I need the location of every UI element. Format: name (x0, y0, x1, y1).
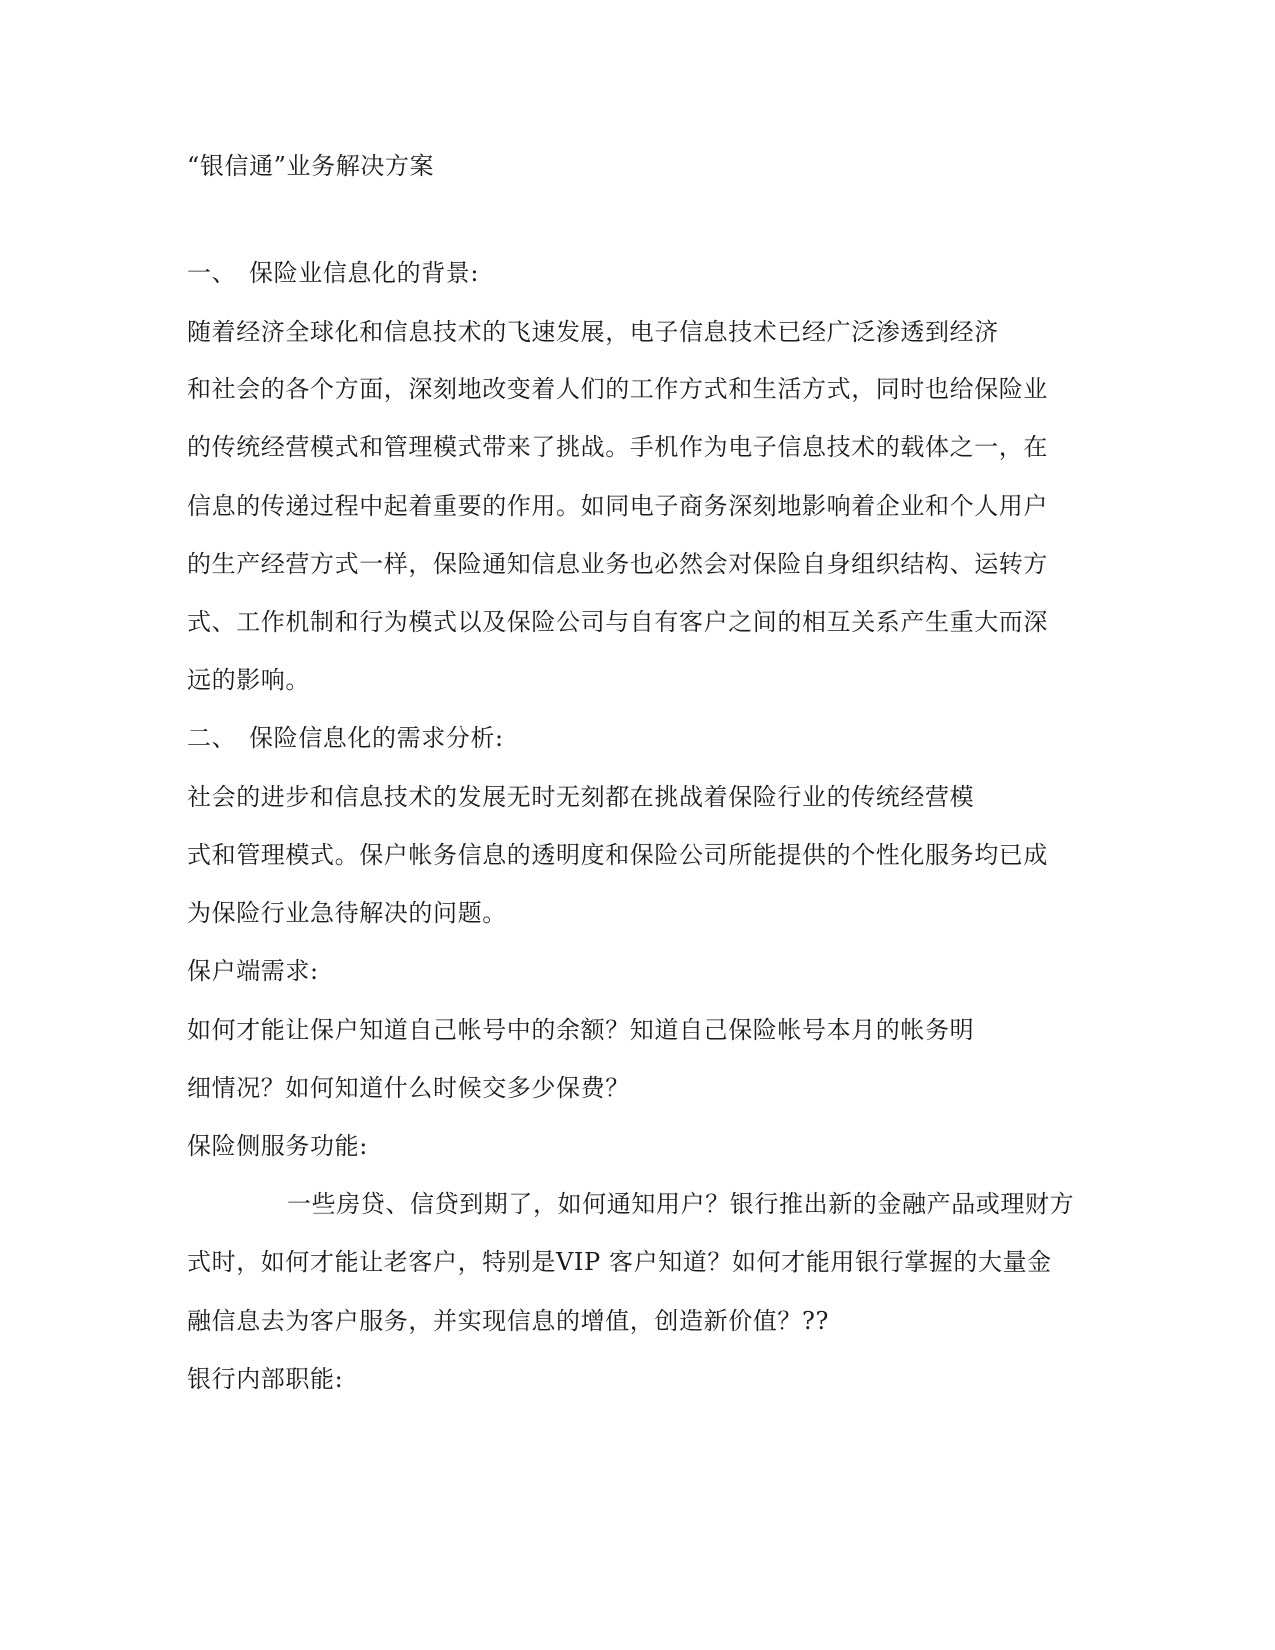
paragraph-line: 如何才能让保户知道自己帐号中的余额？知道自己保险帐号本月的帐务明 (187, 1016, 975, 1044)
paragraph-line: 和社会的各个方面，深刻地改变着人们的工作方式和生活方式，同时也给保险业 (187, 375, 1048, 403)
paragraph-line: 的生产经营方式一样，保险通知信息业务也必然会对保险自身组织结构、运转方 (187, 550, 1048, 578)
insurer-services-heading: 保险侧服务功能: (187, 1132, 368, 1160)
paragraph-line: 式时，如何才能让老客户，特别是VIP 客户知道？如何才能用银行掌握的大量金 (187, 1248, 1052, 1276)
section-1-number: 一、 (187, 259, 237, 287)
section-1-heading (187, 258, 479, 288)
paragraph-line: 远的影响。 (187, 666, 310, 694)
paragraph-line: 社会的进步和信息技术的发展无时无刻都在挑战着保险行业的传统经营模 (187, 783, 975, 811)
section-2-title: 保险信息化的需求分析: (249, 724, 504, 752)
paragraph-line: 随着经济全球化和信息技术的飞速发展，电子信息技术已经广泛渗透到经济 (187, 318, 999, 346)
document-title: “银信通”业务解决方案 (187, 152, 435, 180)
paragraph-line: 细情况？如何知道什么时候交多少保费？ (187, 1074, 630, 1102)
section-2-heading (187, 723, 504, 753)
client-needs-heading: 保户端需求: (187, 957, 319, 985)
paragraph-line: 融信息去为客户服务，并实现信息的增值，创造新价值？?? (187, 1307, 829, 1335)
section-2-number: 二、 (187, 724, 237, 752)
section-1-title: 保险业信息化的背景: (249, 259, 480, 287)
bank-internal-heading: 银行内部职能: (187, 1365, 344, 1393)
paragraph-line: 式、工作机制和行为模式以及保险公司与自有客户之间的相互关系产生重大而深 (187, 608, 1048, 636)
paragraph-line: 一些房贷、信贷到期了，如何通知用户？银行推出新的金融产品或理财方 (287, 1190, 1075, 1218)
paragraph-line: 为保险行业急待解决的问题。 (187, 899, 507, 927)
paragraph-line: 的传统经营模式和管理模式带来了挑战。手机作为电子信息技术的载体之一，在 (187, 433, 1048, 461)
paragraph-line: 信息的传递过程中起着重要的作用。如同电子商务深刻地影响着企业和个人用户 (187, 492, 1048, 520)
paragraph-line: 式和管理模式。保户帐务信息的透明度和保险公司所能提供的个性化服务均已成 (187, 841, 1048, 869)
